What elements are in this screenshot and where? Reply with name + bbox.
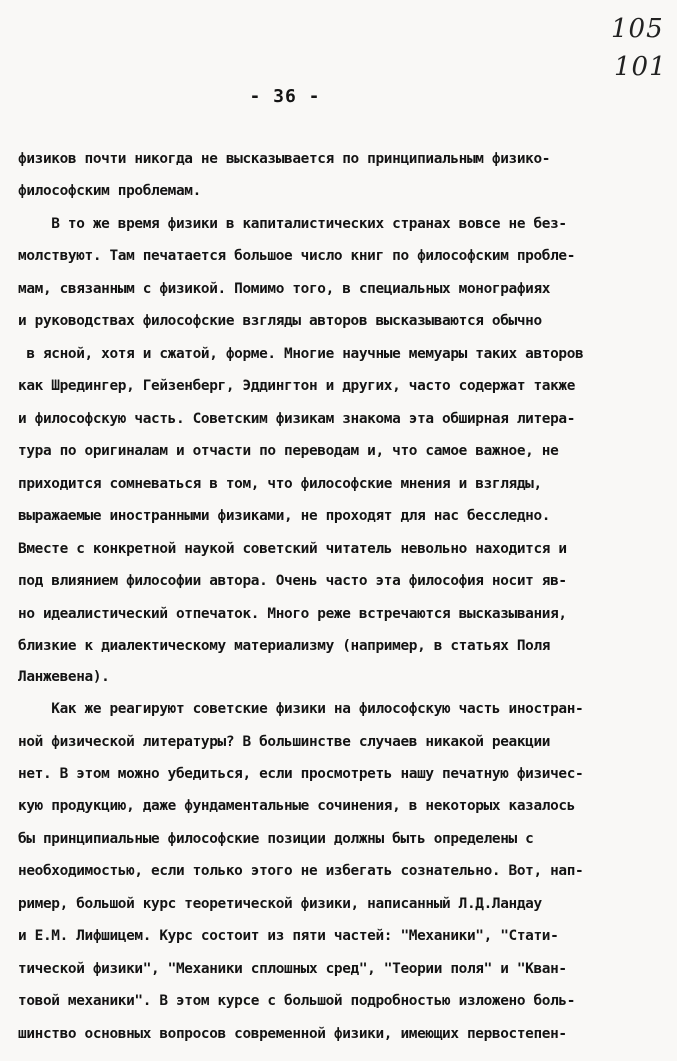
text-line: и философскую часть. Советским физикам знакома эта обширная литера-	[18, 411, 576, 427]
text-line: под влиянием философии автора. Очень часто эта философия носит яв-	[18, 573, 567, 589]
text-line: Ланжевена).	[18, 669, 110, 685]
text-line: выражаемые иностранными физиками, не проходят для нас бесследно.	[18, 508, 551, 524]
handwritten-folio-bottom: 101	[614, 52, 667, 82]
text-line: мам, связанным с физикой. Помимо того, в специальных монографиях	[18, 281, 551, 297]
text-line: но идеалистический отпечаток. Много реже встречаются высказывания,	[18, 606, 567, 622]
text-line: философским проблемам.	[18, 183, 201, 199]
text-line: тической физики", "Механики сплошных сред", "Теории поля" и "Кван-	[18, 961, 567, 977]
text-line: как Шредингер, Гейзенберг, Эддингтон и других, часто содержат также	[18, 378, 576, 394]
page-number: - 36 -	[249, 86, 321, 107]
handwritten-folio-top: 105	[611, 14, 664, 44]
text-line: нет. В этом можно убедиться, если просмотреть нашу печатную физичес-	[18, 766, 584, 782]
text-line: и руководствах философские взгляды авторов высказываются обычно	[18, 313, 542, 329]
text-line: ример, большой курс теоретической физики, написанный Л.Д.Ландау	[18, 896, 542, 912]
text-line: товой механики". В этом курсе с большой подробностью изложено боль-	[18, 993, 576, 1009]
text-line: Как же реагируют советские физики на философскую часть иностран-	[18, 701, 584, 717]
text-line: шинство основных вопросов современной физики, имеющих первостепен-	[18, 1026, 567, 1042]
text-line: приходится сомневаться в том, что философские мнения и взгляды,	[18, 476, 542, 492]
text-line: молствуют. Там печатается большое число книг по философским пробле-	[18, 248, 576, 264]
text-line: близкие к диалектическому материализму (например, в статьях Поля	[18, 638, 551, 654]
text-line: ной физической литературы? В большинстве случаев никакой реакции	[18, 734, 551, 750]
text-line: кую продукцию, даже фундаментальные сочинения, в некоторых казалось	[18, 798, 576, 814]
text-line: и Е.М. Лифшицем. Курс состоит из пяти частей: "Механики", "Стати-	[18, 928, 559, 944]
text-line: тура по оригиналам и отчасти по переводам и, что самое важное, не	[18, 443, 559, 459]
text-line: физиков почти никогда не высказывается по принципиальным физико-	[18, 151, 551, 167]
text-line: В то же время физики в капиталистических странах вовсе не без-	[18, 216, 567, 232]
text-line: Вместе с конкретной наукой советский читатель невольно находится и	[18, 541, 567, 557]
text-line: в ясной, хотя и сжатой, форме. Многие научные мемуары таких авторов	[18, 346, 584, 362]
text-line: бы принципиальные философские позиции должны быть определены с	[18, 831, 534, 847]
text-line: необходимостью, если только этого не избегать сознательно. Вот, нап-	[18, 863, 584, 879]
